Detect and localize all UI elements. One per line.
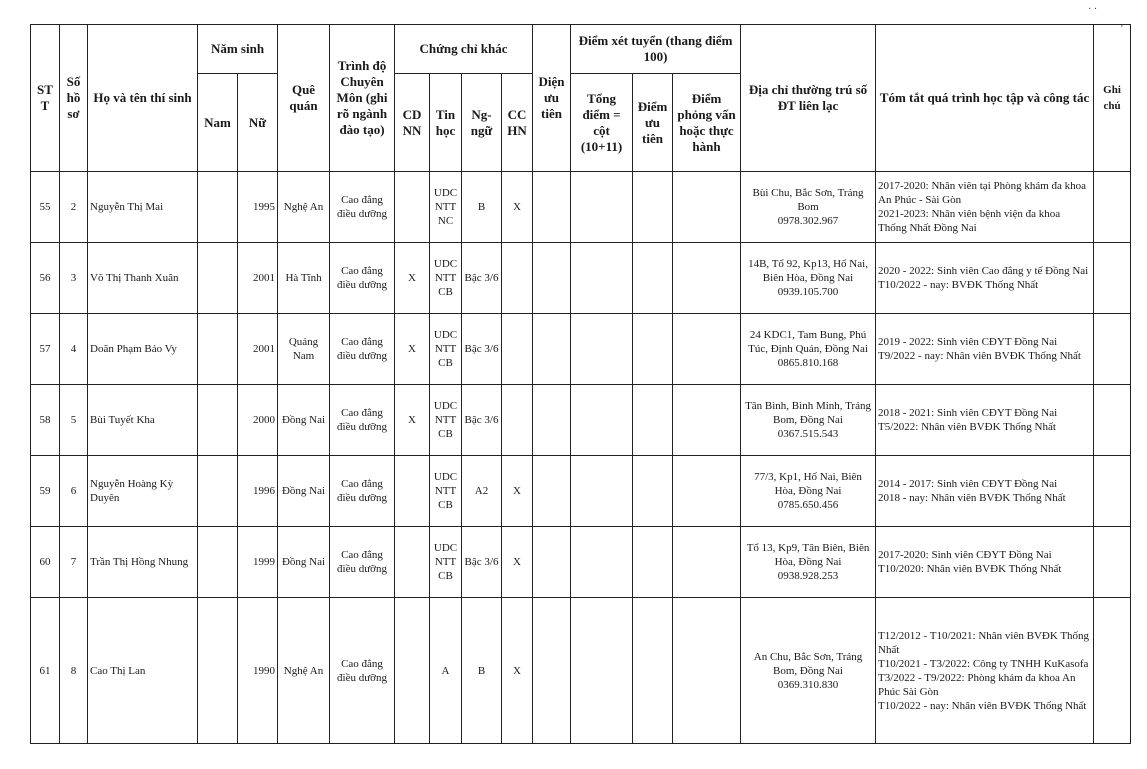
- cell-stt: 60: [31, 527, 60, 598]
- cell-tom-tat: 2019 - 2022: Sinh viên CĐYT Đồng Nai T9/2022 - nay: Nhân viên BVĐK Thống Nhất: [876, 314, 1094, 385]
- cell-cd-nn: X: [395, 243, 430, 314]
- header-dia-chi: Địa chỉ thường trú số ĐT liên lạc: [741, 25, 876, 172]
- table-row: [31, 314, 1131, 385]
- cell-so-ho-so: 7: [60, 527, 88, 598]
- cell-so-ho-so: 4: [60, 314, 88, 385]
- table-header: [31, 25, 1131, 172]
- header-ho-ten: Họ và tên thí sinh: [88, 25, 198, 172]
- header-trinh-do: Trình độ Chuyên Môn (ghi rõ ngành đào tạo): [330, 25, 395, 172]
- cell-dien-uu-tien: [533, 243, 571, 314]
- cell-nam: [198, 172, 238, 243]
- table-row: [31, 456, 1131, 527]
- header-cd-nn: CD NN: [395, 74, 430, 172]
- cell-ho-ten: Nguyễn Hoàng Kỳ Duyên: [88, 456, 198, 527]
- cell-trinh-do: Cao đẳng điều dưỡng: [330, 172, 395, 243]
- cell-que-quan: Đồng Nai: [278, 527, 330, 598]
- cell-stt: 59: [31, 456, 60, 527]
- cell-ghi-chu: [1094, 598, 1131, 744]
- cell-cc-hn: [502, 243, 533, 314]
- cell-diem-phong-van: [673, 243, 741, 314]
- header-diem-uu-tien: Điểm ưu tiên: [633, 74, 673, 172]
- cell-cd-nn: X: [395, 314, 430, 385]
- cell-nu: 2001: [238, 314, 278, 385]
- cell-diem-phong-van: [673, 314, 741, 385]
- cell-cd-nn: [395, 172, 430, 243]
- cell-dien-uu-tien: [533, 314, 571, 385]
- cell-cc-hn: X: [502, 527, 533, 598]
- cell-nu: 2000: [238, 385, 278, 456]
- header-chung-chi-khac: Chứng chỉ khác: [395, 25, 533, 74]
- cell-que-quan: Đồng Nai: [278, 456, 330, 527]
- cell-nu: 1996: [238, 456, 278, 527]
- cell-so-ho-so: 5: [60, 385, 88, 456]
- cell-stt: 56: [31, 243, 60, 314]
- header-nam: Nam: [198, 74, 238, 172]
- cell-diem-uu-tien: [633, 598, 673, 744]
- cell-cc-hn: [502, 314, 533, 385]
- cell-cc-hn: X: [502, 172, 533, 243]
- header-ngoai-ngu: Ng-ngữ: [462, 74, 502, 172]
- cell-cd-nn: [395, 527, 430, 598]
- cell-nam: [198, 598, 238, 744]
- cell-diem-uu-tien: [633, 527, 673, 598]
- cell-tong-diem: [571, 243, 633, 314]
- cell-dia-chi: An Chu, Bắc Sơn, Trảng Bom, Đồng Nai 0369.310.830: [741, 598, 876, 744]
- cell-ho-ten: Bùi Tuyết Kha: [88, 385, 198, 456]
- table-row: [31, 385, 1131, 456]
- cell-so-ho-so: 3: [60, 243, 88, 314]
- cell-diem-uu-tien: [633, 385, 673, 456]
- cell-ghi-chu: [1094, 385, 1131, 456]
- cell-tin-hoc: UDC NTT CB: [430, 314, 462, 385]
- cell-trinh-do: Cao đẳng điều dưỡng: [330, 314, 395, 385]
- cell-ho-ten: Doãn Phạm Bảo Vy: [88, 314, 198, 385]
- cell-ghi-chu: [1094, 456, 1131, 527]
- table-body: [31, 172, 1131, 744]
- cell-ghi-chu: [1094, 243, 1131, 314]
- scan-speck: · ·: [1088, 4, 1098, 15]
- cell-ngoai-ngu: Bậc 3/6: [462, 527, 502, 598]
- cell-tong-diem: [571, 527, 633, 598]
- cell-stt: 58: [31, 385, 60, 456]
- cell-cd-nn: [395, 598, 430, 744]
- cell-ngoai-ngu: Bậc 3/6: [462, 385, 502, 456]
- cell-ho-ten: Võ Thị Thanh Xuân: [88, 243, 198, 314]
- cell-ngoai-ngu: B: [462, 598, 502, 744]
- cell-nu: 1999: [238, 527, 278, 598]
- cell-ngoai-ngu: Bậc 3/6: [462, 314, 502, 385]
- cell-trinh-do: Cao đẳng điều dưỡng: [330, 527, 395, 598]
- cell-tin-hoc: UDC NTT CB: [430, 456, 462, 527]
- cell-diem-uu-tien: [633, 314, 673, 385]
- cell-dia-chi: Tân Bình, Bình Minh, Trảng Bom, Đồng Nai 0367.515.543: [741, 385, 876, 456]
- cell-so-ho-so: 8: [60, 598, 88, 744]
- table-row: [31, 243, 1131, 314]
- cell-trinh-do: Cao đẳng điều dưỡng: [330, 598, 395, 744]
- header-que-quan: Quê quán: [278, 25, 330, 172]
- header-cc-hn: CC HN: [502, 74, 533, 172]
- cell-tom-tat: T12/2012 - T10/2021: Nhân viên BVĐK Thống Nhất T10/2021 - T3/2022: Công ty TNHH KuKasofa T3/2022 - T9/2022: Phòng khám đa khoa An Phúc Sài Gòn T10/2022 - nay: Nhân viên BVĐK Thống Nhất: [876, 598, 1094, 744]
- header-tom-tat: Tóm tắt quá trình học tập và công tác: [876, 25, 1094, 172]
- header-dien-uu-tien: Diện ưu tiên: [533, 25, 571, 172]
- cell-ngoai-ngu: Bậc 3/6: [462, 243, 502, 314]
- cell-cc-hn: X: [502, 598, 533, 744]
- cell-ghi-chu: [1094, 172, 1131, 243]
- cell-diem-phong-van: [673, 456, 741, 527]
- header-so-ho-so: Số hồ sơ: [60, 25, 88, 172]
- cell-dia-chi: 77/3, Kp1, Hố Nai, Biên Hòa, Đồng Nai 0785.650.456: [741, 456, 876, 527]
- cell-tin-hoc: UDC NTT NC: [430, 172, 462, 243]
- cell-dien-uu-tien: [533, 456, 571, 527]
- cell-stt: 57: [31, 314, 60, 385]
- header-nam-sinh: Năm sinh: [198, 25, 278, 74]
- cell-dien-uu-tien: [533, 527, 571, 598]
- cell-nam: [198, 456, 238, 527]
- cell-tin-hoc: UDC NTT CB: [430, 385, 462, 456]
- cell-tom-tat: 2018 - 2021: Sinh viên CĐYT Đồng Nai T5/2022: Nhân viên BVĐK Thống Nhất: [876, 385, 1094, 456]
- cell-tin-hoc: UDC NTT CB: [430, 243, 462, 314]
- cell-nam: [198, 243, 238, 314]
- cell-trinh-do: Cao đẳng điều dưỡng: [330, 385, 395, 456]
- cell-nam: [198, 385, 238, 456]
- cell-nam: [198, 527, 238, 598]
- scan-speck: ': [1121, 24, 1123, 35]
- cell-diem-phong-van: [673, 385, 741, 456]
- cell-que-quan: Nghệ An: [278, 172, 330, 243]
- cell-tong-diem: [571, 314, 633, 385]
- cell-diem-phong-van: [673, 527, 741, 598]
- cell-diem-phong-van: [673, 598, 741, 744]
- cell-so-ho-so: 6: [60, 456, 88, 527]
- cell-nam: [198, 314, 238, 385]
- cell-ho-ten: Nguyễn Thị Mai: [88, 172, 198, 243]
- cell-tom-tat: 2014 - 2017: Sinh viên CĐYT Đồng Nai 2018 - nay: Nhân viên BVĐK Thống Nhất: [876, 456, 1094, 527]
- cell-tong-diem: [571, 172, 633, 243]
- header-diem-xet-tuyen: Điểm xét tuyển (thang điểm 100): [571, 25, 741, 74]
- cell-dien-uu-tien: [533, 598, 571, 744]
- cell-tom-tat: 2017-2020: Sinh viên CĐYT Đồng Nai T10/2020: Nhân viên BVĐK Thống Nhất: [876, 527, 1094, 598]
- cell-so-ho-so: 2: [60, 172, 88, 243]
- header-diem-phong-van: Điểm phỏng vấn hoặc thực hành: [673, 74, 741, 172]
- cell-cd-nn: X: [395, 385, 430, 456]
- cell-diem-phong-van: [673, 172, 741, 243]
- cell-tong-diem: [571, 598, 633, 744]
- cell-ho-ten: Cao Thị Lan: [88, 598, 198, 744]
- cell-que-quan: Hà Tĩnh: [278, 243, 330, 314]
- cell-tong-diem: [571, 385, 633, 456]
- cell-que-quan: Quảng Nam: [278, 314, 330, 385]
- header-tin-hoc: Tin học: [430, 74, 462, 172]
- table-row: [31, 598, 1131, 744]
- cell-que-quan: Đồng Nai: [278, 385, 330, 456]
- cell-cd-nn: [395, 456, 430, 527]
- cell-que-quan: Nghệ An: [278, 598, 330, 744]
- cell-ghi-chu: [1094, 527, 1131, 598]
- cell-diem-uu-tien: [633, 172, 673, 243]
- table-row: [31, 527, 1131, 598]
- table-row: [31, 172, 1131, 243]
- cell-cc-hn: [502, 385, 533, 456]
- cell-ho-ten: Trần Thị Hồng Nhung: [88, 527, 198, 598]
- header-tong-diem: Tổng điểm = cột (10+11): [571, 74, 633, 172]
- cell-ghi-chu: [1094, 314, 1131, 385]
- cell-tom-tat: 2020 - 2022: Sinh viên Cao đẳng y tế Đồng Nai T10/2022 - nay: BVĐK Thống Nhất: [876, 243, 1094, 314]
- cell-stt: 55: [31, 172, 60, 243]
- cell-stt: 61: [31, 598, 60, 744]
- cell-nu: 2001: [238, 243, 278, 314]
- cell-nu: 1990: [238, 598, 278, 744]
- cell-nu: 1995: [238, 172, 278, 243]
- header-nu: Nữ: [238, 74, 278, 172]
- cell-dia-chi: Bùi Chu, Bắc Sơn, Trảng Bom 0978.302.967: [741, 172, 876, 243]
- cell-tin-hoc: UDC NTT CB: [430, 527, 462, 598]
- candidate-table: [30, 24, 1131, 744]
- cell-dien-uu-tien: [533, 385, 571, 456]
- cell-tin-hoc: A: [430, 598, 462, 744]
- cell-trinh-do: Cao đẳng điều dưỡng: [330, 243, 395, 314]
- cell-cc-hn: X: [502, 456, 533, 527]
- cell-tom-tat: 2017-2020: Nhân viên tại Phòng khám đa khoa An Phúc - Sài Gòn 2021-2023: Nhân viên bệnh viện đa khoa Thống Nhất Đồng Nai: [876, 172, 1094, 243]
- cell-diem-uu-tien: [633, 456, 673, 527]
- cell-tong-diem: [571, 456, 633, 527]
- cell-dia-chi: 14B, Tổ 92, Kp13, Hố Nai, Biên Hòa, Đồng Nai 0939.105.700: [741, 243, 876, 314]
- cell-ngoai-ngu: A2: [462, 456, 502, 527]
- cell-trinh-do: Cao đẳng điều dưỡng: [330, 456, 395, 527]
- cell-ngoai-ngu: B: [462, 172, 502, 243]
- cell-dia-chi: 24 KDC1, Tam Bung, Phú Túc, Định Quán, Đồng Nai 0865.810.168: [741, 314, 876, 385]
- cell-diem-uu-tien: [633, 243, 673, 314]
- header-ghi-chu: Ghi chú: [1094, 25, 1131, 172]
- cell-dien-uu-tien: [533, 172, 571, 243]
- header-stt: ST T: [31, 25, 60, 172]
- cell-dia-chi: Tổ 13, Kp9, Tân Biên, Biên Hòa, Đồng Nai 0938.928.253: [741, 527, 876, 598]
